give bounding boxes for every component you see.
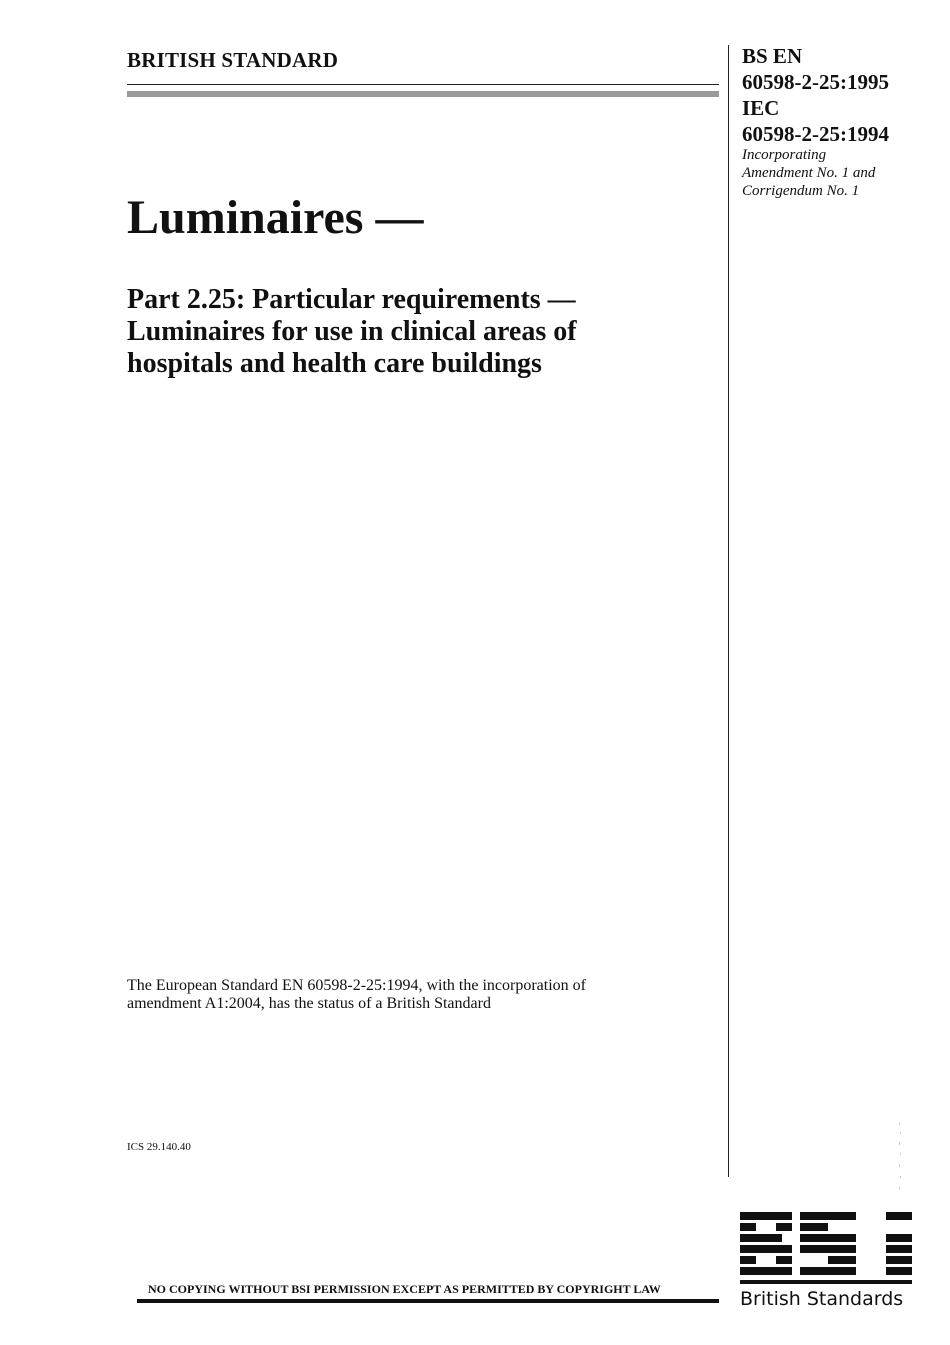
column-divider xyxy=(728,45,729,1177)
subtitle-line: Part 2.25: Particular requirements — xyxy=(127,284,576,315)
standard-number-line: 60598-2-25:1994 xyxy=(742,122,889,146)
header-thick-rule xyxy=(127,91,719,97)
copyright-notice: NO COPYING WITHOUT BSI PERMISSION EXCEPT AS PERMITTED BY COPYRIGHT LAW xyxy=(148,1282,661,1296)
edge-watermark xyxy=(897,1120,903,1200)
footer-rule xyxy=(137,1299,719,1303)
bsi-tagline: British Standards xyxy=(740,1288,904,1310)
amendment-line: Incorporating xyxy=(742,147,827,163)
amendment-note xyxy=(742,146,942,200)
document-subtitle xyxy=(127,284,717,380)
subtitle-line: hospitals and health care buildings xyxy=(127,348,542,379)
status-line: amendment A1:2004, has the status of a British Standard xyxy=(127,995,491,1012)
standard-number-block xyxy=(742,43,942,147)
standard-number-line: BS EN xyxy=(742,44,803,68)
document-title: Luminaires — xyxy=(127,191,424,244)
header-thin-rule xyxy=(127,84,719,85)
document-type-label: BRITISH STANDARD xyxy=(127,48,339,72)
standard-number-line: IEC xyxy=(742,96,780,120)
ics-code: ICS 29.140.40 xyxy=(127,1141,191,1153)
bsi-logo-icon xyxy=(738,1208,914,1288)
status-line: The European Standard EN 60598-2-25:1994, with the incorporation of xyxy=(127,977,586,994)
standard-number-line: 60598-2-25:1995 xyxy=(742,70,889,94)
subtitle-line: Luminaires for use in clinical areas of xyxy=(127,316,577,347)
amendment-line: Amendment No. 1 and xyxy=(742,165,876,181)
status-statement xyxy=(127,977,687,1013)
amendment-line: Corrigendum No. 1 xyxy=(742,183,860,199)
